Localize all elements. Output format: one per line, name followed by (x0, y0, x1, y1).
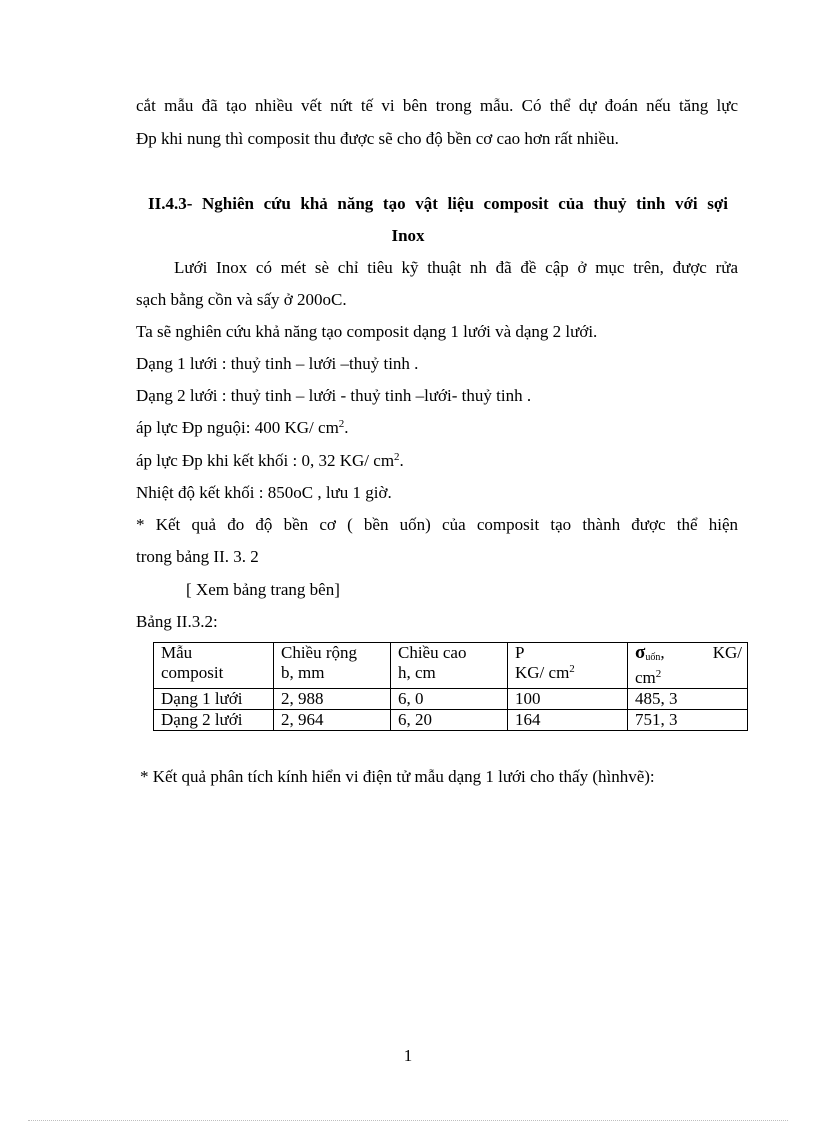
superscript: 2 (394, 451, 400, 463)
results-table (153, 642, 748, 731)
header-cell-p: P KG/ $cm^2$ (508, 643, 628, 689)
section-heading-continued: Inox (391, 226, 425, 245)
cell-p: 164 (508, 710, 628, 731)
superscript: 2 (338, 418, 345, 430)
header-cell-width: Chiều rộng b, mm (274, 643, 391, 689)
header-cell-sigma: σuốn, KG/ $cm^2$ (628, 643, 748, 689)
cell-width: 2, 988 (274, 689, 391, 710)
table-row (154, 710, 748, 731)
cell-width: 2, 964 (274, 710, 391, 731)
period: . (344, 418, 349, 437)
period: . (399, 451, 404, 470)
cell-sigma: 751, 3 (628, 710, 748, 731)
header-cell-sample: Mẫu composit (154, 643, 274, 689)
paragraph-line: Lưới Inox có mét sè chỉ tiêu kỹ thuật nh đã đề cập ở mục trên, được rửa (174, 258, 738, 277)
cell-height: 6, 20 (391, 710, 508, 731)
page-number: 1 (403, 1046, 413, 1065)
list-item: Dạng 1 lưới : thuỷ tinh – lưới –thuỷ tinh . (136, 354, 419, 373)
section-heading: II.4.3- Nghiên cứu khả năng tạo vật liệu composit của thuỷ tinh với sợi (148, 194, 728, 213)
paragraph-line: * Kết quả phân tích kính hiển vi điện tử mẫu dạng 1 lưới cho thấy (hìnhvẽ): (140, 767, 655, 786)
cell-sample: Dạng 1 lưới (154, 689, 274, 710)
pressure-cold-text: áp lực Đp nguội: 400 KG/ cm (136, 418, 339, 437)
temperature-line: Nhiệt độ kết khối : 850oC , lưu 1 giờ. (136, 483, 392, 502)
page-divider (28, 1120, 788, 1121)
paragraph-line: Đp khi nung thì composit thu được sẽ cho độ bền cơ cao hơn rất nhiều. (136, 129, 619, 148)
sigma-symbol: σ (635, 642, 646, 663)
table-header-row (154, 643, 748, 689)
pressure-cold-line (136, 418, 349, 438)
sigma-subscript: uốn (645, 652, 661, 663)
paragraph-line: cắt mẫu đã tạo nhiều vết nứt tế vi bên trong mẫu. Có thể dự đoán nếu tăng lực (136, 96, 738, 115)
table-caption: Bảng II.3.2: (136, 612, 218, 631)
paragraph-line: Ta sẽ nghiên cứu khả năng tạo composit dạng 1 lưới và dạng 2 lưới. (136, 322, 598, 341)
paragraph-line: * Kết quả đo độ bền cơ ( bền uốn) của composit tạo thành được thể hiện (136, 515, 738, 534)
paragraph-line: trong bảng II. 3. 2 (136, 547, 259, 566)
cell-sigma: 485, 3 (628, 689, 748, 710)
pressure-sinter-line (136, 451, 404, 471)
see-table-note: [ Xem bảng trang bên] (186, 580, 340, 599)
table-row (154, 689, 748, 710)
cell-sample: Dạng 2 lưới (154, 710, 274, 731)
header-cell-height: Chiều cao h, cm (391, 643, 508, 689)
cell-height: 6, 0 (391, 689, 508, 710)
cell-p: 100 (508, 689, 628, 710)
pressure-sinter-text: áp lực Đp khi kết khối : 0, 32 KG/ cm (136, 451, 395, 470)
paragraph-line: sạch bằng cồn và sấy ở 200oC. (136, 290, 347, 309)
list-item: Dạng 2 lưới : thuỷ tinh – lưới - thuỷ tinh –lưới- thuỷ tinh . (136, 386, 532, 405)
